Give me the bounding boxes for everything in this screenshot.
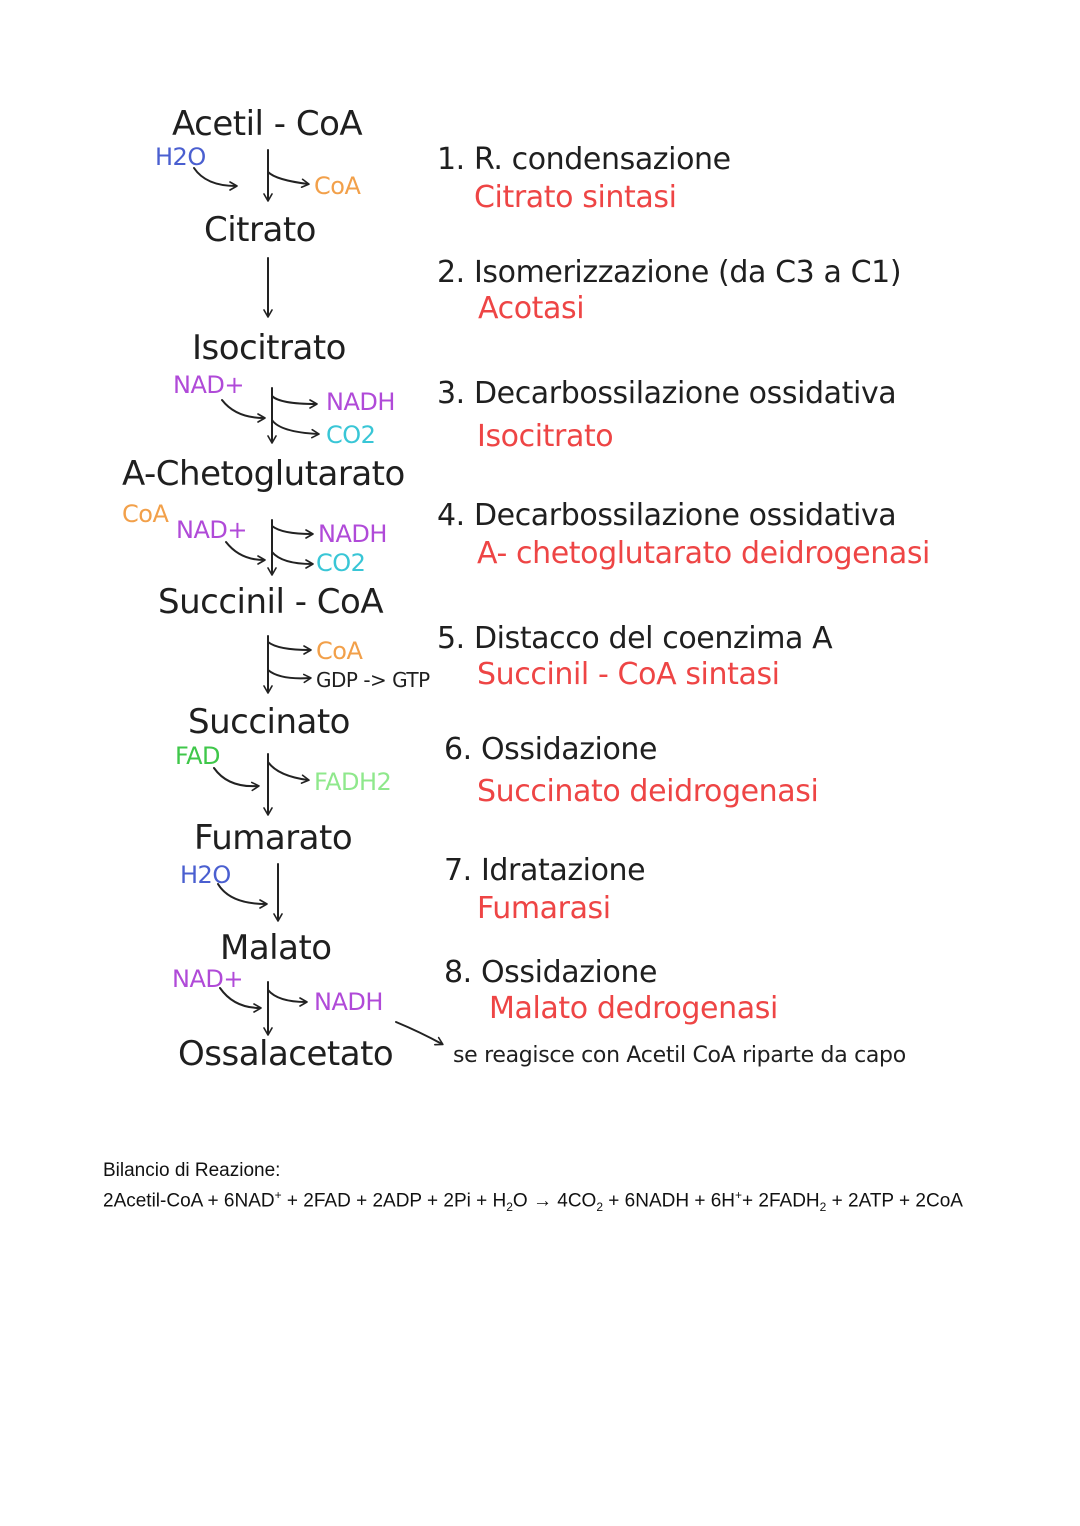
step-8-title: 8. Ossidazione xyxy=(444,955,658,990)
cycle-note: se reagisce con Acetil CoA riparte da capo xyxy=(453,1043,906,1068)
metabolite-fumarato: Fumarato xyxy=(194,818,353,858)
step-6-title: 6. Ossidazione xyxy=(444,732,658,767)
cofactor-fad-in: FAD xyxy=(175,742,220,770)
cofactor-gdp-gtp: GDP -> GTP xyxy=(316,668,430,692)
cofactor-fadh2-out: FADH2 xyxy=(314,768,392,796)
metabolite-acetil-coa: Acetil - CoA xyxy=(172,104,363,144)
cofactor-co2-out: CO2 xyxy=(316,549,366,577)
cofactor-nadh-out: NADH xyxy=(318,520,387,548)
cofactor-nad-in: NAD+ xyxy=(173,371,244,399)
cofactor-nadh-out: NADH xyxy=(314,988,383,1016)
metabolite-isocitrato: Isocitrato xyxy=(192,328,346,368)
cofactor-nad-in: NAD+ xyxy=(172,965,243,993)
step-6-enzyme: Succinato deidrogenasi xyxy=(477,774,819,809)
step-4-title: 4. Decarbossilazione ossidativa xyxy=(437,498,897,533)
step-3-title: 3. Decarbossilazione ossidativa xyxy=(437,376,897,411)
metabolite-malato: Malato xyxy=(220,928,332,968)
balance-title: Bilancio di Reazione: xyxy=(103,1160,281,1181)
step-2-title: 2. Isomerizzazione (da C3 a C1) xyxy=(437,255,902,290)
metabolite-citrato: Citrato xyxy=(204,210,316,250)
step6-arrow xyxy=(214,754,308,814)
metabolite-ossalacetato: Ossalacetato xyxy=(178,1034,394,1074)
cofactor-coa-out: CoA xyxy=(314,172,361,200)
cofactor-h2o-in: H2O xyxy=(180,861,231,889)
step-8-enzyme: Malato dedrogenasi xyxy=(489,991,778,1026)
cofactor-nad-in: NAD+ xyxy=(176,516,247,544)
step-7-title: 7. Idratazione xyxy=(444,853,646,888)
step-1-title: 1. R. condensazione xyxy=(437,142,731,177)
cofactor-coa-out: CoA xyxy=(316,637,363,665)
step-4-enzyme: A- chetoglutarato deidrogenasi xyxy=(477,536,930,571)
metabolite-succinil-coa: Succinil - CoA xyxy=(158,582,384,622)
step-2-enzyme: Acotasi xyxy=(478,291,585,326)
step5-arrow xyxy=(268,636,310,692)
cofactor-coa-in: CoA xyxy=(122,500,169,528)
step-5-title: 5. Distacco del coenzima A xyxy=(437,621,833,656)
cycle-restart-arrow xyxy=(396,1022,442,1044)
metabolite-succinato: Succinato xyxy=(188,702,350,742)
cofactor-h2o-in: H2O xyxy=(155,143,206,171)
metabolite-a-chetoglutarato: A-Chetoglutarato xyxy=(122,454,405,494)
step-7-enzyme: Fumarasi xyxy=(477,891,611,926)
cofactor-nadh-out: NADH xyxy=(326,388,395,416)
step-5-enzyme: Succinil - CoA sintasi xyxy=(477,657,780,692)
balance-equation: 2Acetil-CoA + $6NAD^+ + 2FAD + 2ADP + 2Pi + H_2O \to 4CO_2$ + 6NADH + $6H^++ 2FADH_2 + 2ATP + 2CoA$ xyxy=(103,1188,963,1215)
step-3-enzyme: Isocitrato xyxy=(477,419,614,454)
step1-arrow xyxy=(194,150,308,200)
cofactor-co2-out: CO2 xyxy=(326,421,376,449)
step-1-enzyme: Citrato sintasi xyxy=(474,180,677,215)
